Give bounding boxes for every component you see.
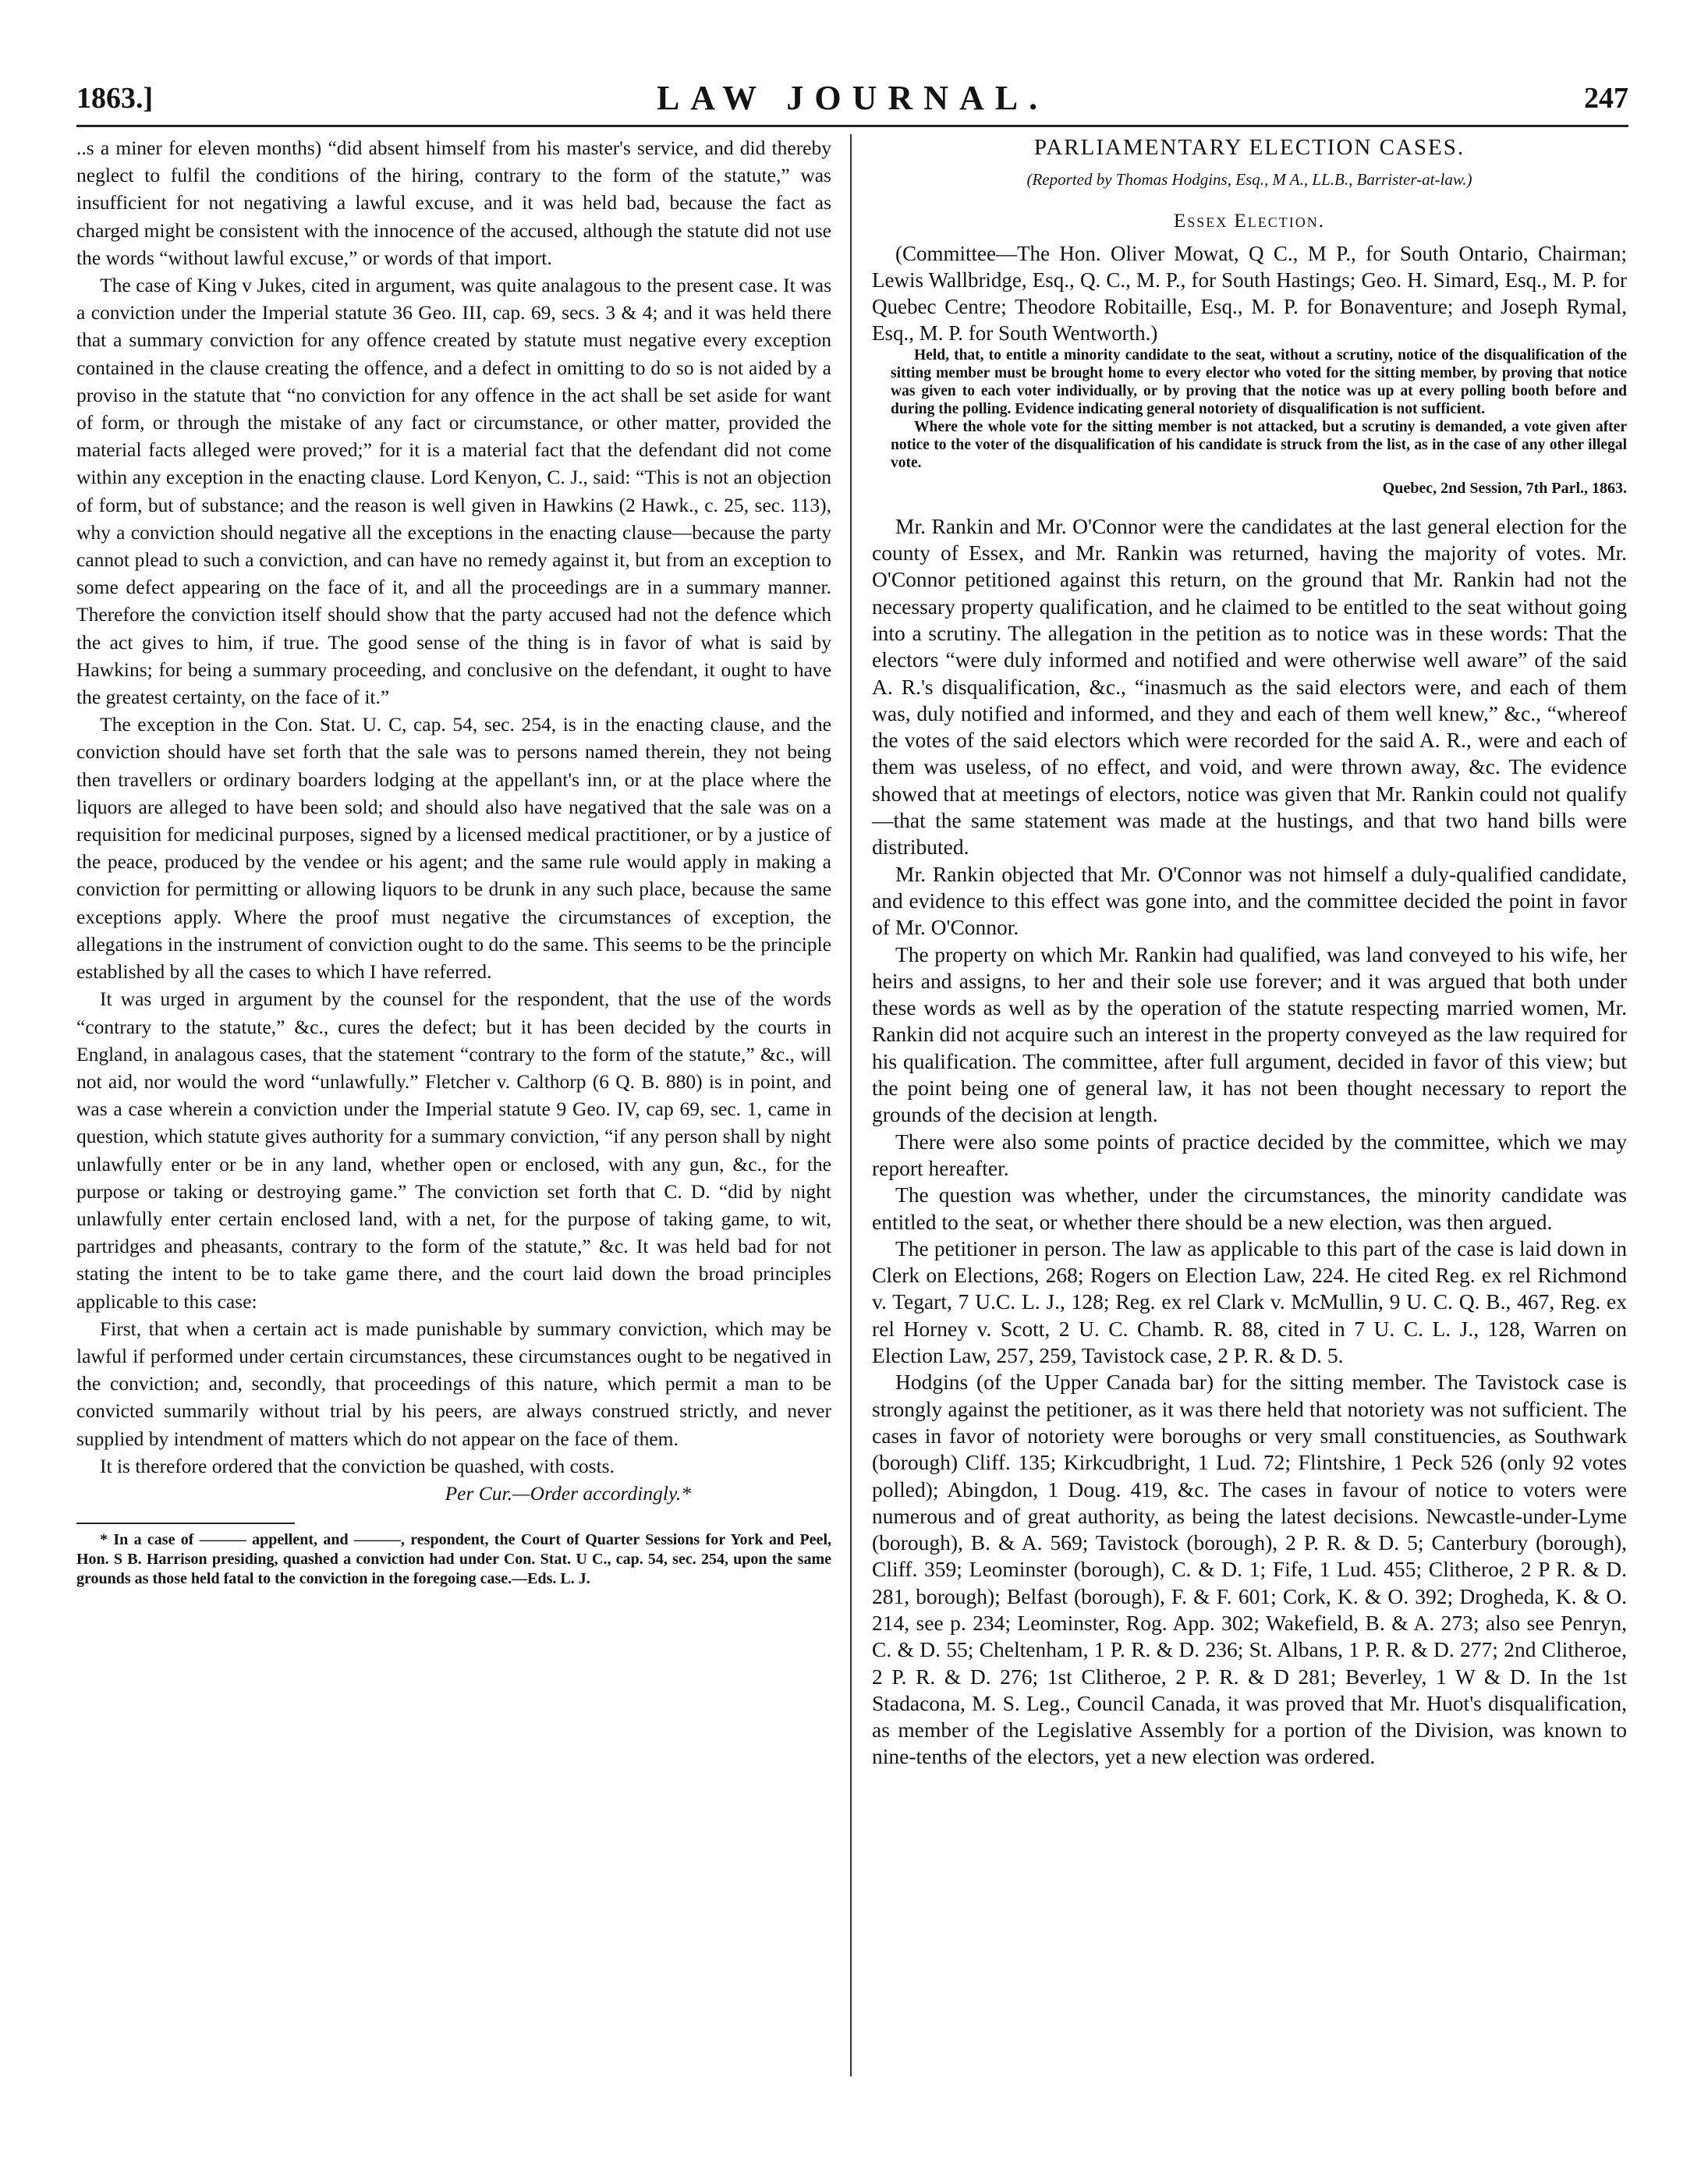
reporter-line: (Reported by Thomas Hodgins, Esq., M A., LL.B., Barrister-at-law.) (1026, 170, 1472, 190)
paragraph: The case of King v Jukes, cited in argument, was quite analagous to the present case. It was a conviction under the Imperial statute 36 Geo. III, cap. 69, secs. 3 & 4; and it was held there that a summary conviction for any offence created by statute must negative every exception contained in the clause creating the offence, and a defect in omitting to do so is not aided by a proviso in the statute that “no conviction for any offence in the act shall be set aside for want of form, or through the mistake of any fact or circumstance, or other matter, provided the material facts alleged were proved;” for it is a material fact that the defendant did not come within any exception in the enacting clause. Lord Kenyon, C. J., said: “This is not an objection of form, but of substance; and the reason is well given in Hawkins (2 Hawk., c. 25, sec. 113), why a conviction should negative all the exceptions in the enacting clause—because the party cannot plead to such a conviction, and can have no remedy against it, but from an exception to some defect appearing on the face of it, and all the proceedings are in a summary manner. Therefore the conviction itself should show that the party accused had not the defence which the act gives to him, if true. The good sense of the thing is in favor of what is said by Hawkins; for being a summary proceeding, and conclusive on the defendant, it ought to have the greatest certainty, on the face of it.” (76, 274, 831, 709)
paragraph: The question was whether, under the circumstances, the minority candidate was entitled to the seat, or whether there should be a new election, was then argued. (872, 1182, 1627, 1234)
journal-title: LAW JOURNAL. (656, 79, 1049, 117)
left-column (76, 134, 831, 1589)
header-year: 1863.] (76, 82, 154, 115)
column-divider (850, 134, 852, 2076)
paragraph: First, that when a certain act is made punishable by summary conviction, which may be lawful if performed under certain circumstances, these circumstances ought to be negatived in the conviction; and, secondly, that proceedings of this nature, which permit a man to be convicted summarily without trial by his peers, are always construed strictly, and never supplied by intendment of matters which do not appear on the face of them. (76, 1317, 831, 1450)
paragraph: There were also some points of practice decided by the committee, which we may report hereafter. (872, 1129, 1627, 1180)
paragraph: The petitioner in person. The law as applicable to this part of the case is laid down in Clerk on Elections, 268; Rogers on Election Law, 224. He cited Reg. ex rel Richmond v. Tegart, 7 U.C. L. J., 128; Reg. ex rel Clark v. McMullin, 9 U. C. Q. B., 467, Reg. ex rel Horney v. Scott, 2 U. C. Chamb. R. 88, cited in 7 U. C. L. J., 128, Warren on Election Law, 257, 259, Tavistock case, 2 P. R. & D. 5. (872, 1236, 1627, 1368)
paragraph: ..s a miner for eleven months) “did absent himself from his master's service, and did thereby neglect to fulfil the conditions of the hiring, contrary to the form of the statute,” was insufficient for not negativing a lawful excuse, and it was held bad, because the fact as charged might be consistent with the innocence of the accused, although the statute did not use the words “without lawful excuse,” or words of that import. (76, 136, 831, 269)
right-column (872, 134, 1627, 1771)
signature-line: Per Cur.—Order accordingly.* (445, 1481, 691, 1505)
footnote-rule (76, 1523, 295, 1524)
committee-list: (Committee—The Hon. Oliver Mowat, Q C., M P., for South Ontario, Chairman; Lewis Wallbridge, Esq., Q. C., M. P., for South Hastings; Geo. H. Simard, Esq., M. P. for Quebec Centre; Theodore Robitaille, Esq., M. P. for Bonaventure; and Joseph Rymal, Esq., M. P. for South Wentworth.) (872, 241, 1627, 345)
paragraph: It is therefore ordered that the conviction be quashed, with costs. (100, 1454, 615, 1477)
paragraph: Mr. Rankin and Mr. O'Connor were the candidates at the last general election for the county of Essex, and Mr. Rankin was returned, having the majority of votes. Mr. O'Connor petitioned against this return, on the ground that Mr. Rankin had not the necessary property qualification, and he claimed to be entitled to the seat without going into a scrutiny. The allegation in the petition as to notice was in these words: That the electors “were duly informed and notified and were otherwise well aware” of the said A. R.'s disqualification, &c., “inasmuch as the said electors were, and each of them was, duly notified and informed, and they and each of them well knew,” &c., “whereof the votes of the said electors which were recorded for the said A. R., were and each of them was useless, of no effect, and void, and were thrown away, &c. The evidence showed that at meetings of electors, notice was given that Mr. Rankin could not qualify—that the same statement was made at the hustings, and that two hand bills were distributed. (872, 513, 1627, 860)
page-header (76, 78, 1628, 127)
footnote: * In a case of ——— appellent, and ———, respondent, the Court of Quarter Sessions for York and Peel, Hon. S B. Harrison presiding, quashed a conviction had under Con. Stat. U C., cap. 54, sec. 254, upon the same grounds as those held fatal to the conviction in the foregoing case.—Eds. L. J. (76, 1531, 831, 1588)
paragraph: The property on which Mr. Rankin had qualified, was land conveyed to his wife, her heirs and assigns, to her and their sole use forever; and it was argued that both under these words as well as by the operation of the statute respecting married women, Mr. Rankin did not acquire such an interest in the property conveyed as the law required for his qualification. The committee, after full argument, decided in favor of this view; but the point being one of general law, it has not been thought necessary to report the grounds of the decision at length. (872, 941, 1627, 1127)
paragraph: It was urged in argument by the counsel for the respondent, that the use of the words “contrary to the statute,” &c., cures the defect; but it has been decided by the courts in England, in analagous cases, that the statement “contrary to the form of the statute,” &c., will not aid, nor would the word “unlawfully.” Fletcher v. Calthorp (6 Q. B. 880) is in point, and was a case wherein a conviction under the Imperial statute 9 Geo. IV, cap 69, sec. 1, came in question, which statute gives authority for a summary conviction, “if any person shall by night unlawfully enter or be in any land, whether open or enclosed, with any gun, &c., for the purpose or taking or destroying game.” The conviction set forth that C. D. “did by night unlawfully enter certain enclosed land, with a net, for the purpose of taking game, to wit, partridges and pheasants, contrary to the form of the statute,” &c. It was held bad for not stating the intent to be to take game there, and the court laid down the broad principles applicable to this case: (76, 987, 831, 1313)
paragraph: The exception in the Con. Stat. U. C, cap. 54, sec. 254, is in the enacting clause, and the conviction should have set forth that the sale was to persons named therein, they not being then travellers or ordinary boarders lodging at the appellant's inn, or at the place where the liquors are alleged to have been sold; and should also have negatived that the sale was on a requisition for medicinal purposes, signed by a licensed medical practitioner, or by a justice of the peace, produced by the vendee or his agent; and the same rule would apply in making a conviction for permitting or allowing liquors to be drunk in any such place, because the same exceptions apply. Where the proof must negative the circumstances of exception, the allegations in the instrument of conviction ought to do the same. This seems to be the principle established by all the cases to which I have referred. (76, 713, 831, 984)
case-name: Essex Election. (1173, 211, 1326, 232)
paragraph: Mr. Rankin objected that Mr. O'Connor was not himself a duly-qualified candidate, and evidence to this effect was gone into, and the committee decided the point in favor of Mr. O'Connor. (872, 861, 1627, 940)
page-number: 247 (1584, 82, 1628, 115)
decision-date: Quebec, 2nd Session, 7th Parl., 1863. (1382, 479, 1627, 497)
headnote-held: Where the whole vote for the sitting member is not attacked, but a scrutiny is demanded, a vote given after notice to the voter of the disqualification of his candidate is struck from the list, as in the case of any other illegal vote. (891, 418, 1627, 471)
paragraph: Hodgins (of the Upper Canada bar) for the sitting member. The Tavistock case is strongly against the petitioner, as it was there held that notoriety was not sufficient. The cases in favor of notoriety were boroughs or very small constituencies, as Southwark (borough) Cliff. 135; Kirkcudbright, 1 Lud. 72; Flintshire, 1 Peck 526 (only 92 votes polled); Abingdon, 1 Doug. 419, &c. The cases in favour of notice to voters were numerous and of great authority, as being the latest decisions. Newcastle-under-Lyme (borough), B. & A. 569; Tavistock (borough), 2 P. R. & D. 5; Canterbury (borough), Cliff. 359; Leominster (borough), C. & D. 1; Fife, 1 Lud. 455; Clitheroe, 2 P R. & D. 281, borough); Belfast (borough), F. & F. 601; Cork, K. & O. 392; Drogheda, K. & O. 214, see p. 234; Leominster, Rog. App. 302; Wakefield, B. & A. 273; also see Penryn, C. & D. 55; Cheltenham, 1 P. R. & D. 236; St. Albans, 1 P. R. & D. 277; 2nd Clitheroe, 2 P. R. & D. 276; 1st Clitheroe, 2 P. R. & D 281; Beverley, 1 W & D. In the 1st Stadacona, M. S. Leg., Council Canada, it was proved that Mr. Huot's disqualification, as member of the Legislative Assembly for a portion of the Division, was known to nine-tenths of the electors, yet a new election was ordered. (872, 1370, 1627, 1769)
headnote-held: Held, that, to entitle a minority candidate to the seat, without a scrutiny, notice of the disqualification of the sitting member must be brought home to every elector who voted for the sitting member, by proving that notice was given to each voter individually, or by proving that the notice was up at every polling booth before and during the polling. Evidence indicating general notoriety of disqualification is not sufficient. (891, 346, 1627, 417)
section-title: PARLIAMENTARY ELECTION CASES. (1033, 135, 1465, 160)
